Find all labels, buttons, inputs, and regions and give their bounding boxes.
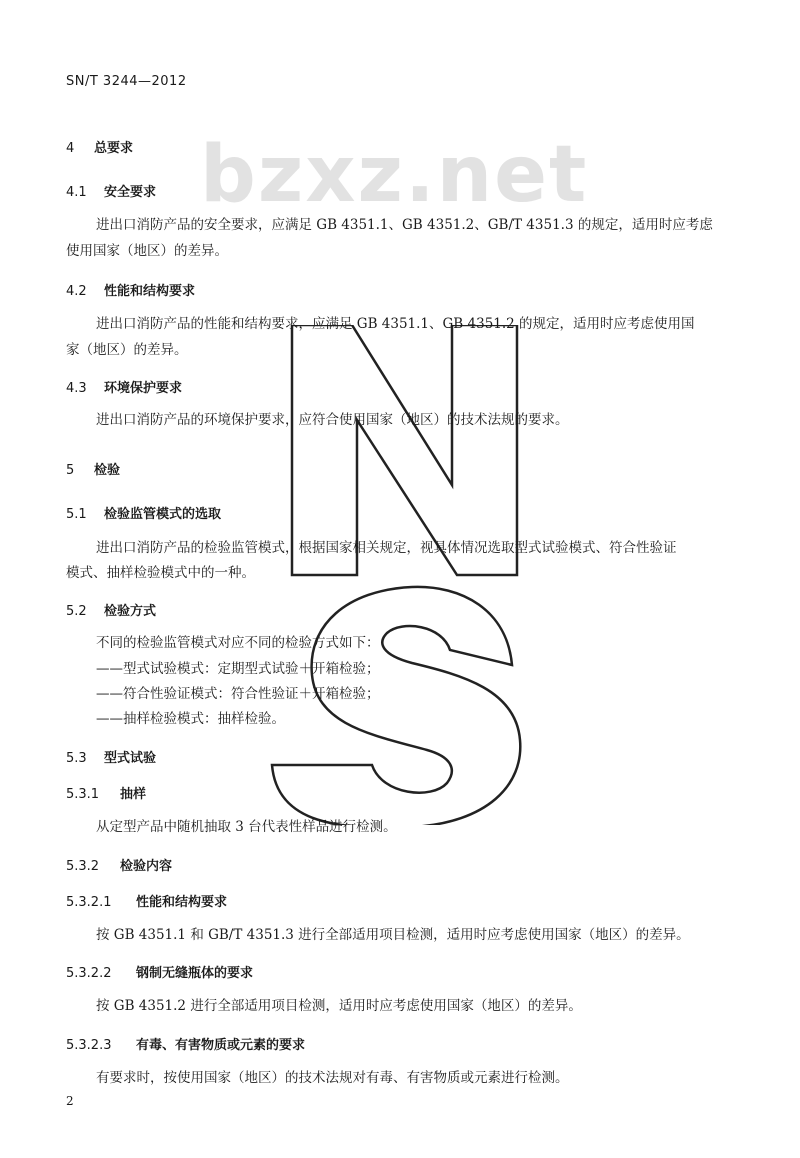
watermark: bzxz.net xyxy=(200,130,589,220)
section-5-1-line-1: 进出口消防产品的检验监管模式，根据国家相关规定，视具体情况选取型式试验模式、符合性验证 xyxy=(96,540,677,556)
section-4-3-line-1: 进出口消防产品的环境保护要求，应符合使用国家（地区）的技术法规的要求。 xyxy=(96,412,569,428)
section-4-1-line-1: 进出口消防产品的安全要求，应满足 GB 4351.1、GB 4351.2、GB/T 4351.3 的规定，适用时应考虑 xyxy=(96,217,713,233)
section-5-2-line-1: 不同的检验监管模式对应不同的检验方式如下： xyxy=(96,635,380,651)
section-5-2-heading: 5.2 检验方式 xyxy=(66,604,157,619)
standard-code: SN/T 3244—2012 xyxy=(66,74,187,89)
section-5-3-2-3-heading: 5.3.2.3 有毒、有害物质或元素的要求 xyxy=(66,1038,306,1053)
section-5-2-line-3: ——符合性验证模式：符合性验证＋开箱检验； xyxy=(96,686,380,702)
section-5-3-2-2-line-1: 按 GB 4351.2 进行全部适用项目检测，适用时应考虑使用国家（地区）的差异。 xyxy=(96,998,582,1014)
section-4-2-heading: 4.2 性能和结构要求 xyxy=(66,284,196,299)
section-5-heading: 5 检验 xyxy=(66,463,121,478)
section-4-1-line-2: 使用国家（地区）的差异。 xyxy=(66,243,228,259)
section-5-3-2-1-heading: 5.3.2.1 性能和结构要求 xyxy=(66,895,228,910)
section-5-3-2-1-line-1: 按 GB 4351.1 和 GB/T 4351.3 进行全部适用项目检测，适用时应考虑使用国家（地区）的差异。 xyxy=(96,927,690,943)
section-4-heading: 4 总要求 xyxy=(66,141,134,156)
section-4-1-heading: 4.1 安全要求 xyxy=(66,185,157,200)
section-5-1-heading: 5.1 检验监管模式的选取 xyxy=(66,507,222,522)
section-4-3-heading: 4.3 环境保护要求 xyxy=(66,381,183,396)
section-5-1-line-2: 模式、抽样检验模式中的一种。 xyxy=(66,565,255,581)
section-5-3-2-heading: 5.3.2 检验内容 xyxy=(66,859,173,874)
section-5-2-line-2: ——型式试验模式：定期型式试验＋开箱检验； xyxy=(96,661,380,677)
page-number: 2 xyxy=(66,1094,74,1108)
section-4-2-line-1: 进出口消防产品的性能和结构要求，应满足 GB 4351.1、GB 4351.2 的规定，适用时应考虑使用国 xyxy=(96,316,695,332)
section-5-2-line-4: ——抽样检验模式：抽样检验。 xyxy=(96,711,285,727)
section-5-3-heading: 5.3 型式试验 xyxy=(66,751,157,766)
section-5-3-1-heading: 5.3.1 抽样 xyxy=(66,787,147,802)
section-5-3-2-2-heading: 5.3.2.2 钢制无缝瓶体的要求 xyxy=(66,966,254,981)
section-5-3-1-line-1: 从定型产品中随机抽取 3 台代表性样品进行检测。 xyxy=(96,819,397,835)
section-5-3-2-3-line-1: 有要求时，按使用国家（地区）的技术法规对有毒、有害物质或元素进行检测。 xyxy=(96,1070,569,1086)
section-4-2-line-2: 家（地区）的差异。 xyxy=(66,342,188,358)
sn-logo-watermark xyxy=(262,325,532,825)
